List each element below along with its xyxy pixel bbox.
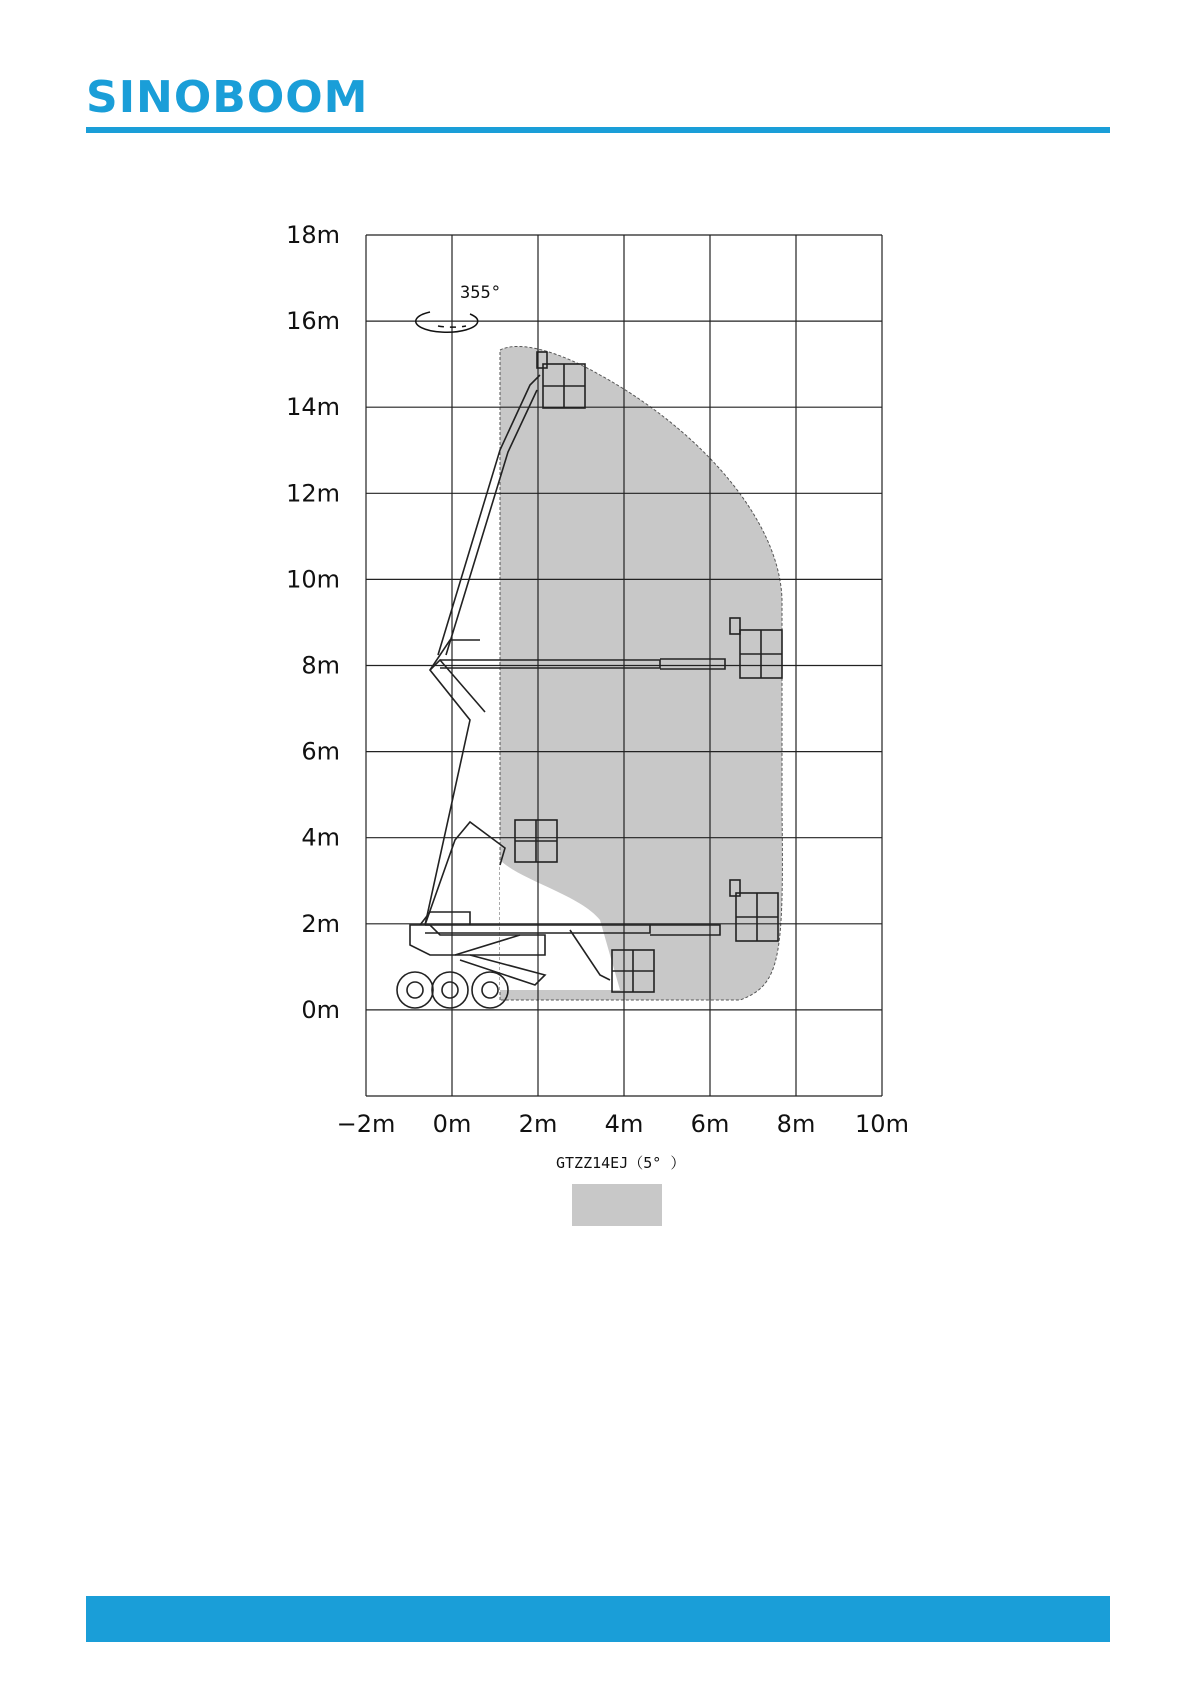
x-tick-label: 10m [855, 1110, 909, 1138]
rotation-label: 355° [460, 283, 501, 303]
x-axis-ticks [337, 1110, 909, 1138]
x-tick-label: 0m [432, 1110, 472, 1138]
x-tick-label: 6m [690, 1110, 730, 1138]
legend-swatch [572, 1184, 662, 1226]
y-tick-label: 16m [286, 307, 340, 336]
y-tick-label: 0m [301, 995, 340, 1024]
model-label: GTZZ14EJ（5° ） [556, 1154, 686, 1172]
y-tick-label: 4m [301, 823, 340, 852]
x-tick-label: 8m [776, 1110, 816, 1138]
y-tick-label: 8m [301, 651, 340, 680]
rotation-ellipse [416, 312, 478, 332]
sinoboom-logo: SINOBOOM [86, 72, 369, 123]
x-tick-label: −2m [336, 1110, 396, 1138]
y-axis-ticks [286, 221, 340, 1024]
y-tick-label: 6m [301, 737, 340, 766]
y-tick-label: 10m [286, 565, 340, 594]
y-tick-label: 14m [286, 393, 340, 422]
x-tick-label: 2m [518, 1110, 558, 1138]
x-tick-label: 4m [604, 1110, 644, 1138]
y-tick-label: 18m [286, 221, 340, 249]
y-tick-label: 2m [301, 909, 340, 938]
footer-bar [86, 1596, 1110, 1642]
rotation-indicator [416, 283, 501, 332]
y-tick-label: 12m [286, 479, 340, 508]
grid [366, 235, 882, 1096]
